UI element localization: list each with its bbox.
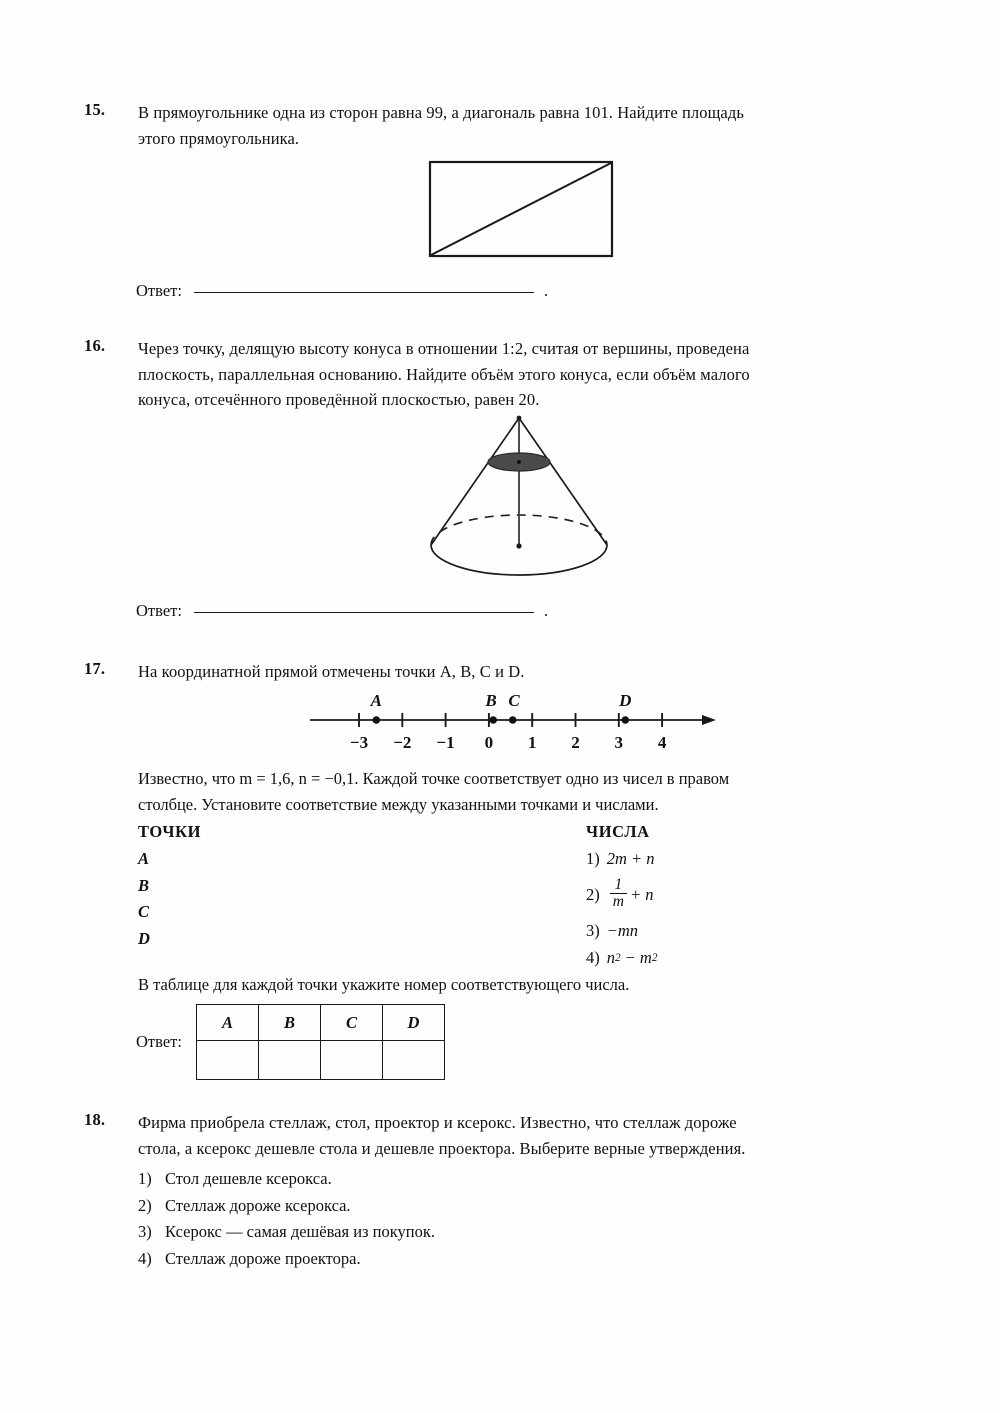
task-17-table-instruction: В таблице для каждой точки укажите номер соответствующего числа.: [138, 975, 630, 994]
task-17-prompt-line1: Известно, что m = 1,6, n = −0,1. Каждой точке соответствует одно из чисел в правом: [138, 769, 730, 788]
number-option-4-operator: −: [625, 947, 635, 967]
number-option-2[interactable]: [586, 875, 657, 912]
task-17-number: 17.: [84, 659, 106, 678]
number-option-1-expression: 2m + n: [606, 849, 655, 868]
task-16-text: [138, 336, 968, 413]
task-17-text: [138, 659, 968, 685]
task-18-option-4-text: Стеллаж дороже проектора.: [165, 1249, 361, 1269]
task-18-option-3-text: Ксерокс — самая дешёвая из покупок.: [165, 1222, 436, 1242]
task-18-options: [138, 1166, 435, 1273]
task-18-number: 18.: [84, 1110, 106, 1129]
rectangle-diagonal: [431, 163, 611, 255]
rectangle-with-diagonal-figure: [424, 156, 624, 271]
points-column-heading: ТОЧКИ: [138, 822, 202, 841]
answer-table-header-D: D: [382, 1005, 444, 1041]
tick-label-4: 4: [657, 733, 667, 752]
answer-table-value-row: [196, 1041, 444, 1080]
numbers-column-heading: ЧИСЛА: [586, 822, 650, 841]
fraction-one-over-m: [610, 877, 627, 911]
answer-table-cell-C[interactable]: [320, 1041, 382, 1080]
number-option-3-label: 3): [586, 921, 600, 941]
task-18-option-4-label: 4): [138, 1249, 152, 1269]
task-15-answer-blank[interactable]: [194, 292, 534, 293]
task-16-answer-label: Ответ:: [136, 601, 182, 620]
number-option-2-label: 2): [586, 884, 600, 904]
task-16-number: 16.: [84, 336, 106, 355]
rectangle-diagram-svg: [424, 156, 624, 266]
cone-cross-section-center-point: [517, 460, 521, 464]
numbers-column: [586, 822, 657, 972]
points-column: [138, 822, 201, 953]
point-C-marker: [509, 716, 517, 724]
number-line-tick-labels: [350, 733, 667, 752]
point-D-marker: [622, 716, 630, 724]
cone-base-center-point: [516, 543, 521, 548]
task-15-answer-label: Ответ:: [136, 281, 182, 300]
number-option-1[interactable]: [586, 846, 657, 873]
answer-table-cell-A[interactable]: [196, 1041, 258, 1080]
task-17-prompt: [138, 766, 968, 817]
cone-base-front-arc: [431, 545, 607, 575]
answer-table: [196, 1004, 445, 1080]
point-A-marker: [373, 716, 381, 724]
task-17: [84, 659, 968, 685]
task-18-option-2[interactable]: [138, 1193, 435, 1220]
task-17-answer-table-block: [136, 1004, 445, 1080]
cone-with-cross-section-figure: [415, 410, 630, 585]
tick-label-1: 1: [527, 733, 537, 752]
tick-label--3: −3: [349, 733, 369, 752]
number-option-4-exponent2: 2: [651, 952, 658, 965]
task-18-option-3-label: 3): [138, 1222, 152, 1242]
tick-label-3: 3: [614, 733, 624, 752]
task-16-text-line2: плоскость, параллельная основанию. Найдите объём этого конуса, если объём малого: [138, 364, 750, 384]
fraction-numerator: 1: [614, 875, 623, 893]
number-option-4-exponent1: 2: [615, 952, 621, 965]
task-16: [84, 336, 968, 413]
point-label-A: A: [370, 692, 382, 710]
coordinate-number-line-figure: [300, 692, 720, 759]
point-item-B: B: [138, 875, 150, 895]
cone-diagram-svg: [415, 410, 630, 580]
task-15-answer-period: .: [543, 281, 549, 300]
number-option-2-tail: + n: [629, 884, 654, 904]
task-15-text-line2: этого прямоугольника.: [138, 128, 300, 148]
tick-label-0: 0: [484, 733, 494, 752]
task-16-text-line3: конуса, отсечённого проведённой плоскостью, равен 20.: [138, 390, 540, 410]
point-item-A: A: [138, 849, 150, 868]
tick-label--1: −1: [436, 733, 455, 752]
number-line-arrowhead: [702, 715, 716, 725]
number-option-4[interactable]: [586, 945, 657, 972]
cone-right-slant: [519, 418, 607, 545]
tick-label--2: −2: [393, 733, 412, 752]
answer-table-header-B: B: [258, 1005, 320, 1041]
task-17-prompt-line2: столбце. Установите соответствие между указанными точками и числами.: [138, 794, 659, 814]
fraction-denominator: m: [610, 893, 627, 910]
task-18-option-4[interactable]: [138, 1246, 435, 1273]
answer-table-header-C: C: [320, 1005, 382, 1041]
answer-table-cell-D[interactable]: [382, 1041, 444, 1080]
answer-table-header-A: A: [196, 1005, 258, 1041]
task-15: [84, 100, 968, 151]
task-18-text-line2: стола, а ксерокс дешевле стола и дешевле проектора. Выберите верные утверждения.: [138, 1138, 746, 1158]
task-17-text-line1: На координатной прямой отмечены точки A, B, C и D.: [138, 662, 525, 681]
number-option-4-label: 4): [586, 947, 600, 967]
task-18-option-1-label: 1): [138, 1169, 152, 1188]
number-line-point-labels: [370, 692, 632, 710]
point-label-B: B: [485, 692, 497, 710]
tick-label-2: 2: [571, 733, 580, 752]
task-16-text-line1: Через точку, делящую высоту конуса в отношении 1:2, считая от вершины, проведена: [138, 339, 750, 358]
point-item-D: D: [138, 929, 150, 949]
task-18-option-1[interactable]: [138, 1166, 435, 1193]
task-16-answer-row: [136, 601, 548, 621]
task-18-option-1-text: Стол дешевле ксерокса.: [165, 1169, 332, 1188]
number-option-3[interactable]: [586, 918, 657, 945]
task-18-option-2-label: 2): [138, 1195, 152, 1215]
task-15-text-line1: В прямоугольнике одна из сторон равна 99, а диагональ равна 101. Найдите площадь: [138, 103, 744, 122]
task-15-text: [138, 100, 968, 151]
cone-apex-point: [517, 416, 522, 421]
answer-table-header-row: [196, 1005, 444, 1041]
number-option-4-base1: n: [606, 947, 615, 967]
task-18-text-line1: Фирма приобрела стеллаж, стол, проектор и ксерокс. Известно, что стеллаж дороже: [138, 1113, 737, 1132]
point-label-D: D: [619, 692, 632, 710]
task-18-option-2-text: Стеллаж дороже ксерокса.: [165, 1195, 351, 1215]
answer-table-cell-B[interactable]: [258, 1041, 320, 1080]
number-line-svg: [300, 692, 720, 754]
task-16-answer-blank[interactable]: [194, 612, 534, 613]
point-label-C: C: [508, 692, 520, 710]
point-B-marker: [489, 716, 497, 724]
task-18-option-3[interactable]: [138, 1219, 435, 1246]
number-option-1-label: 1): [586, 849, 600, 868]
number-option-4-base2: m: [639, 947, 652, 967]
number-option-3-expression: −mn: [606, 921, 639, 941]
task-18: [84, 1110, 968, 1161]
cone-left-slant: [431, 418, 519, 545]
task-17-answer-label: Ответ:: [136, 1032, 182, 1051]
task-15-answer-row: [136, 281, 548, 301]
task-18-text: [138, 1110, 968, 1161]
task-16-answer-period: .: [543, 601, 549, 620]
point-item-C: C: [138, 902, 150, 922]
task-15-number: 15.: [84, 100, 106, 119]
